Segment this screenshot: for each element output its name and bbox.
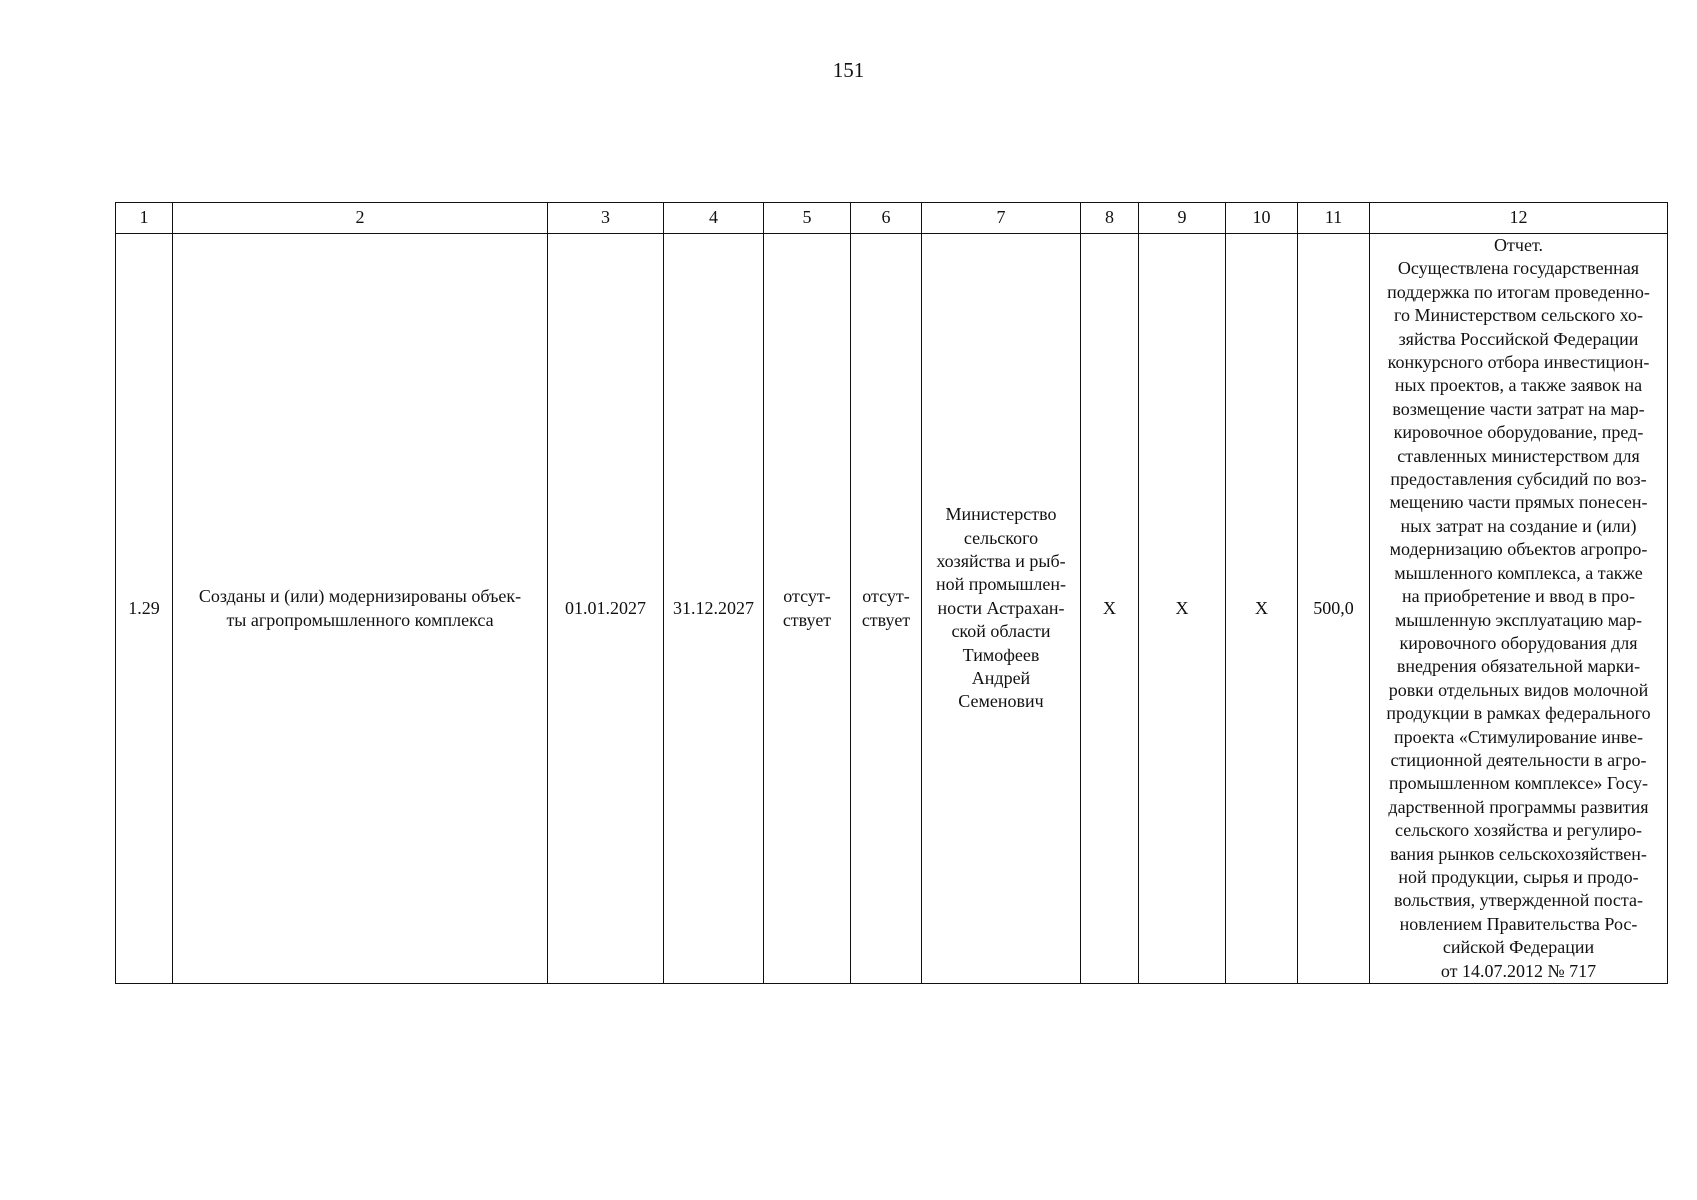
report-line: от 14.07.2012 № 717 [1440, 960, 1597, 981]
report-line: сельского хозяйства и регулиро- [1395, 820, 1642, 841]
report-line: промышленном комплексе» Госу- [1389, 773, 1648, 794]
report-line: предоставления субсидий по воз- [1390, 469, 1647, 490]
event-name-cell [173, 234, 548, 984]
report-table [115, 202, 1668, 984]
column-header: 10 [1226, 203, 1298, 234]
report-cell [1370, 234, 1668, 984]
report-line: мещению части прямых понесен- [1389, 492, 1648, 513]
responsible-line: хозяйства и рыб- [936, 550, 1066, 571]
start-date-cell: 01.01.2027 [548, 234, 664, 984]
event-name-line: Созданы и (или) модернизированы объек- [198, 586, 522, 607]
column-header: 1 [116, 203, 173, 234]
responsible-line: ской области [951, 621, 1051, 642]
table-row [116, 234, 1668, 984]
report-line: Отчет. [1494, 235, 1543, 255]
page-number: 151 [832, 58, 865, 82]
col5-line: ствует [782, 609, 832, 630]
column-header: 12 [1370, 203, 1668, 234]
col6-line: ствует [861, 609, 911, 630]
report-line: на приобретение и ввод в про- [1402, 586, 1635, 607]
responsible-line: ной промышлен- [936, 574, 1066, 595]
column-header: 11 [1298, 203, 1370, 234]
report-line: Осуществлена государственная [1397, 258, 1640, 279]
column-header: 3 [548, 203, 664, 234]
report-line: внедрения обязательной марки- [1396, 656, 1641, 677]
event-name-line: ты агропромышленного комплекса [226, 609, 494, 630]
column-header: 5 [764, 203, 851, 234]
col5-cell [764, 234, 851, 984]
report-line: ной продукции, сырья и продо- [1398, 866, 1639, 887]
responsible-cell [922, 234, 1081, 984]
column-header: 4 [664, 203, 764, 234]
report-line: ставленных министерством для [1397, 445, 1640, 466]
report-line: вания рынков сельскохозяйствен- [1390, 843, 1647, 864]
report-line: ровки отдельных видов молочной [1388, 679, 1649, 700]
col8-cell: X [1081, 234, 1139, 984]
report-line: стиционной деятельности в агро- [1390, 749, 1647, 770]
end-date-cell: 31.12.2027 [664, 234, 764, 984]
responsible-line: Семенович [958, 691, 1044, 712]
report-line: кировочного оборудования для [1399, 632, 1638, 653]
amount-cell: 500,0 [1298, 234, 1370, 984]
report-line: модернизацию объектов агропро- [1389, 539, 1648, 560]
header-row [116, 203, 1668, 234]
col6-line: отсут- [862, 586, 910, 607]
report-line: конкурсного отбора инвестицион- [1387, 352, 1650, 373]
column-header: 2 [173, 203, 548, 234]
report-line: проекта «Стимулирование инве- [1393, 726, 1644, 747]
col10-cell: X [1226, 234, 1298, 984]
responsible-line: Андрей [971, 668, 1031, 689]
report-line: го Министерством сельского хо- [1394, 305, 1643, 326]
col6-cell [851, 234, 922, 984]
report-line: дарственной программы развития [1388, 796, 1649, 817]
col5-line: отсут- [783, 586, 831, 607]
report-line: ных проектов, а также заявок на [1394, 375, 1643, 396]
report-line: вольствия, утвержденной поста- [1394, 890, 1643, 911]
column-header: 9 [1139, 203, 1226, 234]
report-line: продукции в рамках федерального [1386, 703, 1651, 724]
report-line: поддержка по итогам проведенно- [1387, 281, 1650, 302]
responsible-line: Министерство [945, 504, 1057, 525]
column-header: 7 [922, 203, 1081, 234]
responsible-line: ности Астрахан- [937, 597, 1065, 618]
report-line: кировочное оборудование, пред- [1393, 422, 1644, 443]
column-header: 6 [851, 203, 922, 234]
report-line: новлением Правительства Рос- [1399, 913, 1638, 934]
report-line: сийской Федерации [1442, 937, 1595, 958]
report-line: возмещение части затрат на мар- [1392, 398, 1645, 419]
col9-cell: X [1139, 234, 1226, 984]
report-line: мышленного комплекса, а также [1394, 562, 1643, 583]
responsible-line: сельского [963, 527, 1039, 548]
responsible-line: Тимофеев [962, 644, 1040, 665]
column-header: 8 [1081, 203, 1139, 234]
report-line: ных затрат на создание и (или) [1400, 515, 1637, 536]
report-line: зяйства Российской Федерации [1398, 328, 1639, 349]
row-number-cell: 1.29 [116, 234, 173, 984]
report-line: мышленную эксплуатацию мар- [1395, 609, 1642, 630]
